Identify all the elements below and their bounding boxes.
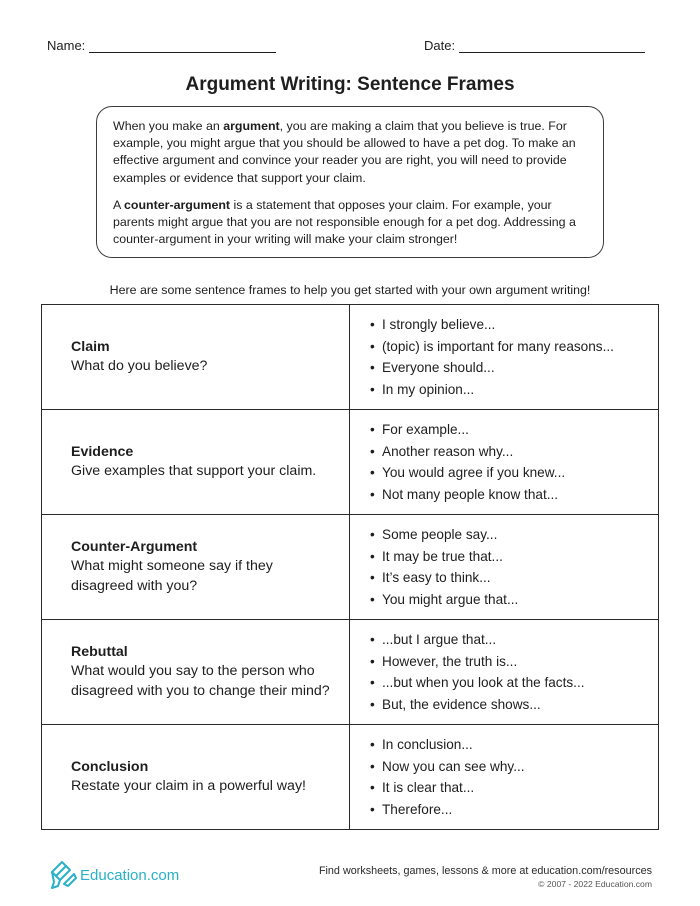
date-label: Date: [424,38,456,53]
row-frames-cell [350,305,659,410]
row-prompt: What would you say to the person who disagreed with you to change their mind? [71,663,330,699]
intro-box [96,106,604,258]
list-item: • You would agree if you knew... [370,462,650,484]
row-title: Evidence [71,443,134,460]
list-item: • I strongly believe... [370,314,650,336]
row-title: Claim [71,338,110,355]
table-row [42,725,659,830]
list-item: • You might argue that... [370,589,650,611]
page-title: Argument Writing: Sentence Frames [185,74,515,95]
name-field [47,38,276,53]
row-frames-cell [350,515,659,620]
list-item: • In conclusion... [370,734,650,756]
sentence-frames-table [41,304,659,830]
row-label-cell [42,410,350,515]
header-row [0,38,700,58]
row-title: Conclusion [71,758,149,775]
footer-copyright: © 2007 - 2022 Education.com [538,879,652,889]
list-item: • However, the truth is... [370,651,650,673]
table-row [42,410,659,515]
term-argument: argument [223,119,280,133]
footer-tagline[interactable]: Find worksheets, games, lessons & more at education.com/resources [318,865,652,877]
education-logo[interactable] [48,860,179,890]
list-item: • ...but when you look at the facts... [370,672,650,694]
date-field [424,38,645,53]
row-label-cell [42,725,350,830]
row-prompt: What might someone say if they disagreed with you? [71,558,273,594]
list-item: • (topic) is important for many reasons... [370,336,650,358]
row-label-cell [42,515,350,620]
frames-intro: Here are some sentence frames to help you get started with your own argument writing! [109,283,591,297]
list-item: • Everyone should... [370,357,650,379]
list-item: • Not many people know that... [370,484,650,506]
row-frames-cell [350,620,659,725]
list-item: • Therefore... [370,799,650,821]
name-label: Name: [47,38,86,53]
row-label-cell [42,620,350,725]
date-line[interactable] [459,38,645,53]
logo-text: Education.com [80,866,180,884]
row-title: Rebuttal [71,643,128,660]
list-item: • Another reason why... [370,441,650,463]
list-item: • Now you can see why... [370,756,650,778]
table-row [42,620,659,725]
table-row [42,515,659,620]
term-counter-argument: counter-argument [124,197,231,212]
footer-text [319,865,652,889]
row-prompt: What do you believe? [71,358,208,374]
intro-paragraph-counter-argument: A counter-argument is a statement that opposes your claim. For example, your parents might argue that you are not responsible enough for a pet dog. Addressing a counter-argument in your writing will make your claim stronger! [113,197,576,247]
row-frames-cell [350,410,659,515]
row-prompt: Restate your claim in a powerful way! [71,778,306,794]
list-item: • But, the evidence shows... [370,694,650,716]
list-item: • It is clear that... [370,777,650,799]
table-row [42,305,659,410]
row-prompt: Give examples that support your claim. [71,463,317,479]
row-label-cell [42,305,350,410]
row-frames-cell [350,725,659,830]
list-item: • It’s easy to think... [370,567,650,589]
list-item: • ...but I argue that... [370,629,650,651]
pencil-logo-icon [48,860,78,890]
list-item: • It may be true that... [370,546,650,568]
list-item: • For example... [370,419,650,441]
list-item: • In my opinion... [370,379,650,401]
name-line[interactable] [89,38,276,53]
row-title: Counter-Argument [71,538,198,555]
intro-paragraph-argument: When you make an argument, you are making a claim that you believe is true. For example, you might argue that you should be allowed to have a pet dog. To make an effective argument and convince your reader you are right, you will need to provide examples or evidence that support your claim. [113,119,576,185]
list-item: • Some people say... [370,524,650,546]
